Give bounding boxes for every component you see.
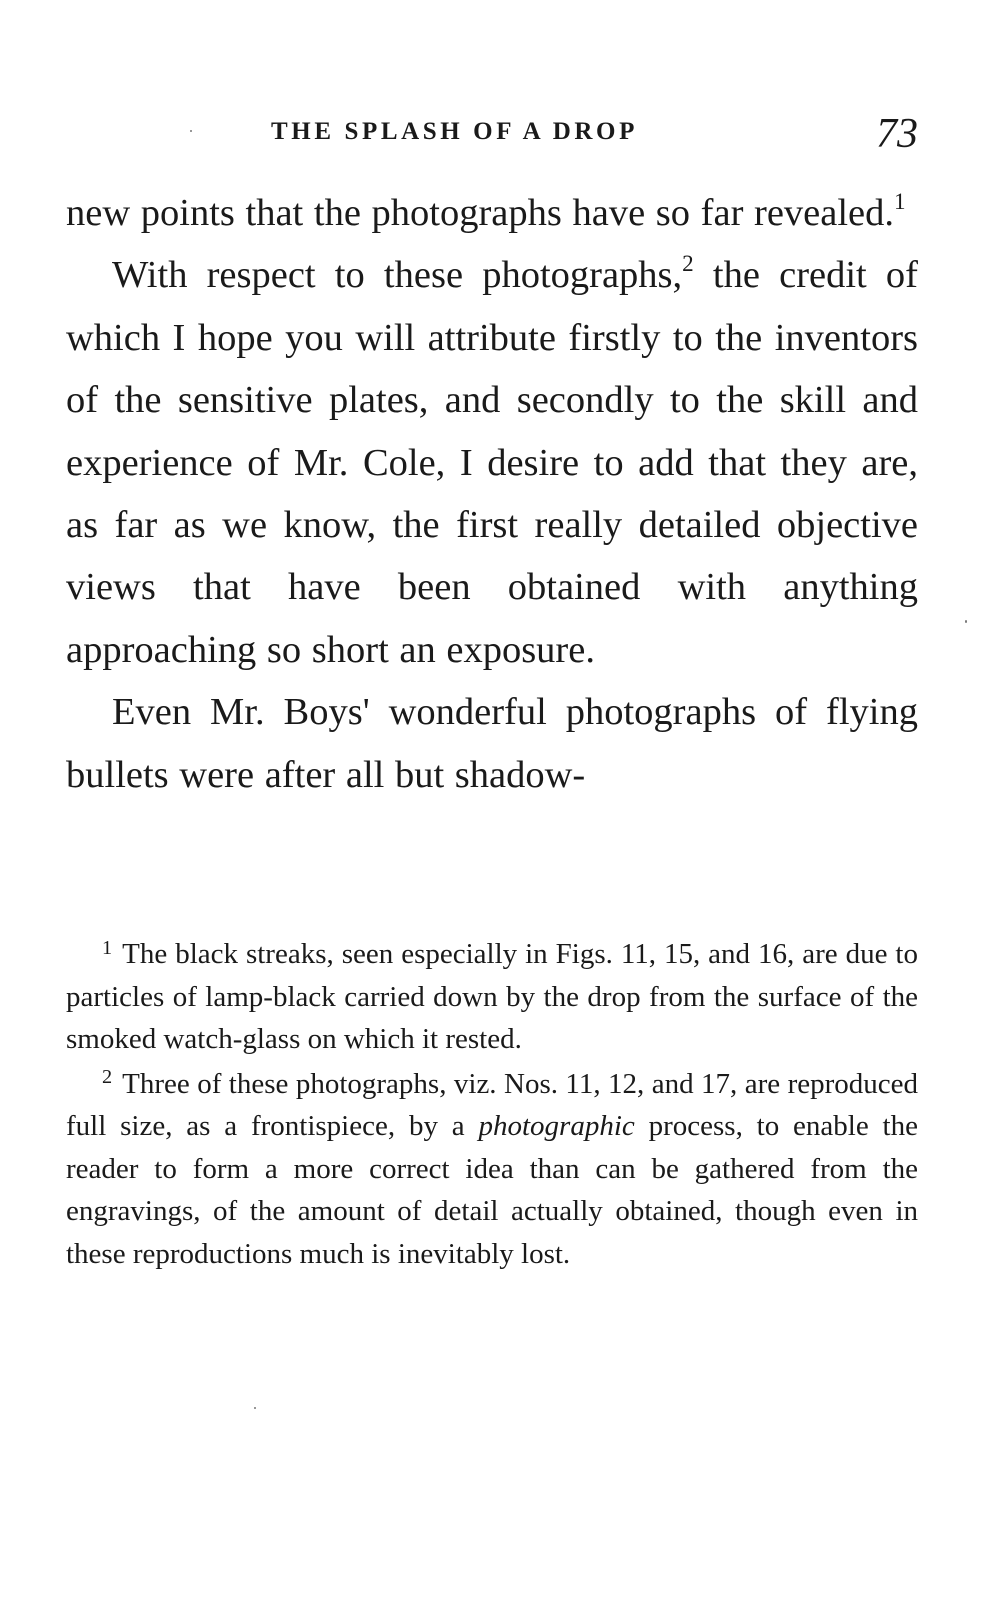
paragraph-3	[66, 681, 918, 806]
paragraph-1	[66, 182, 918, 244]
paper-speck	[965, 620, 967, 623]
paragraph-1-text: new points that the photographs have so far revealed.	[66, 192, 895, 234]
running-title: THE SPLASH OF A DROP	[271, 118, 638, 145]
footnote-1	[66, 933, 918, 1061]
paper-speck	[254, 1407, 256, 1409]
paragraph-2-text-rest: the credit of which I hope you will attribute firstly to the inventors of the sensitive plates, and secondly to the skill and experience of Mr. Cole, I desire to add that they are, as far as we know, the first really detailed objective views that have been obtained with anything approaching so short an exposure.	[66, 254, 918, 671]
page-number: 73	[876, 111, 918, 157]
paragraph-2	[66, 244, 918, 681]
footnote-2-marker: 2	[102, 1066, 113, 1089]
footnote-2-text-end: process, to enable the reader to form a more correct idea than can be gathered from the engravings, of the amount of detail actually obtained, though even in these reproductions much is inevitably lost.	[66, 1110, 918, 1270]
paragraph-2-text-start: With respect to these photographs,	[112, 254, 683, 297]
paragraph-3-text: Even Mr. Boys' wonderful photographs of flying bullets were after all but shadow-	[66, 691, 918, 796]
footnote-2	[66, 1063, 918, 1276]
body-text	[66, 182, 918, 806]
footnote-1-text: The black streaks, seen especially in Figs. 11, 15, and 16, are due to particles of lamp-black carried down by the drop from the surface of the smoked watch-glass on which it rested.	[66, 938, 918, 1055]
footnote-2-emphasis: photographic	[478, 1110, 635, 1142]
page-header	[66, 110, 918, 160]
footnotes	[66, 933, 918, 1275]
footnote-2-text-start: Three of these photographs, viz. Nos. 11, 12, and 17, are reproduced full size, as a frontispiece, by a	[66, 1067, 918, 1142]
footnote-1-marker: 1	[102, 936, 113, 959]
paper-speck	[190, 130, 192, 132]
footnote-ref-2: 2	[682, 250, 694, 277]
footnote-ref-1: 1	[894, 187, 906, 214]
